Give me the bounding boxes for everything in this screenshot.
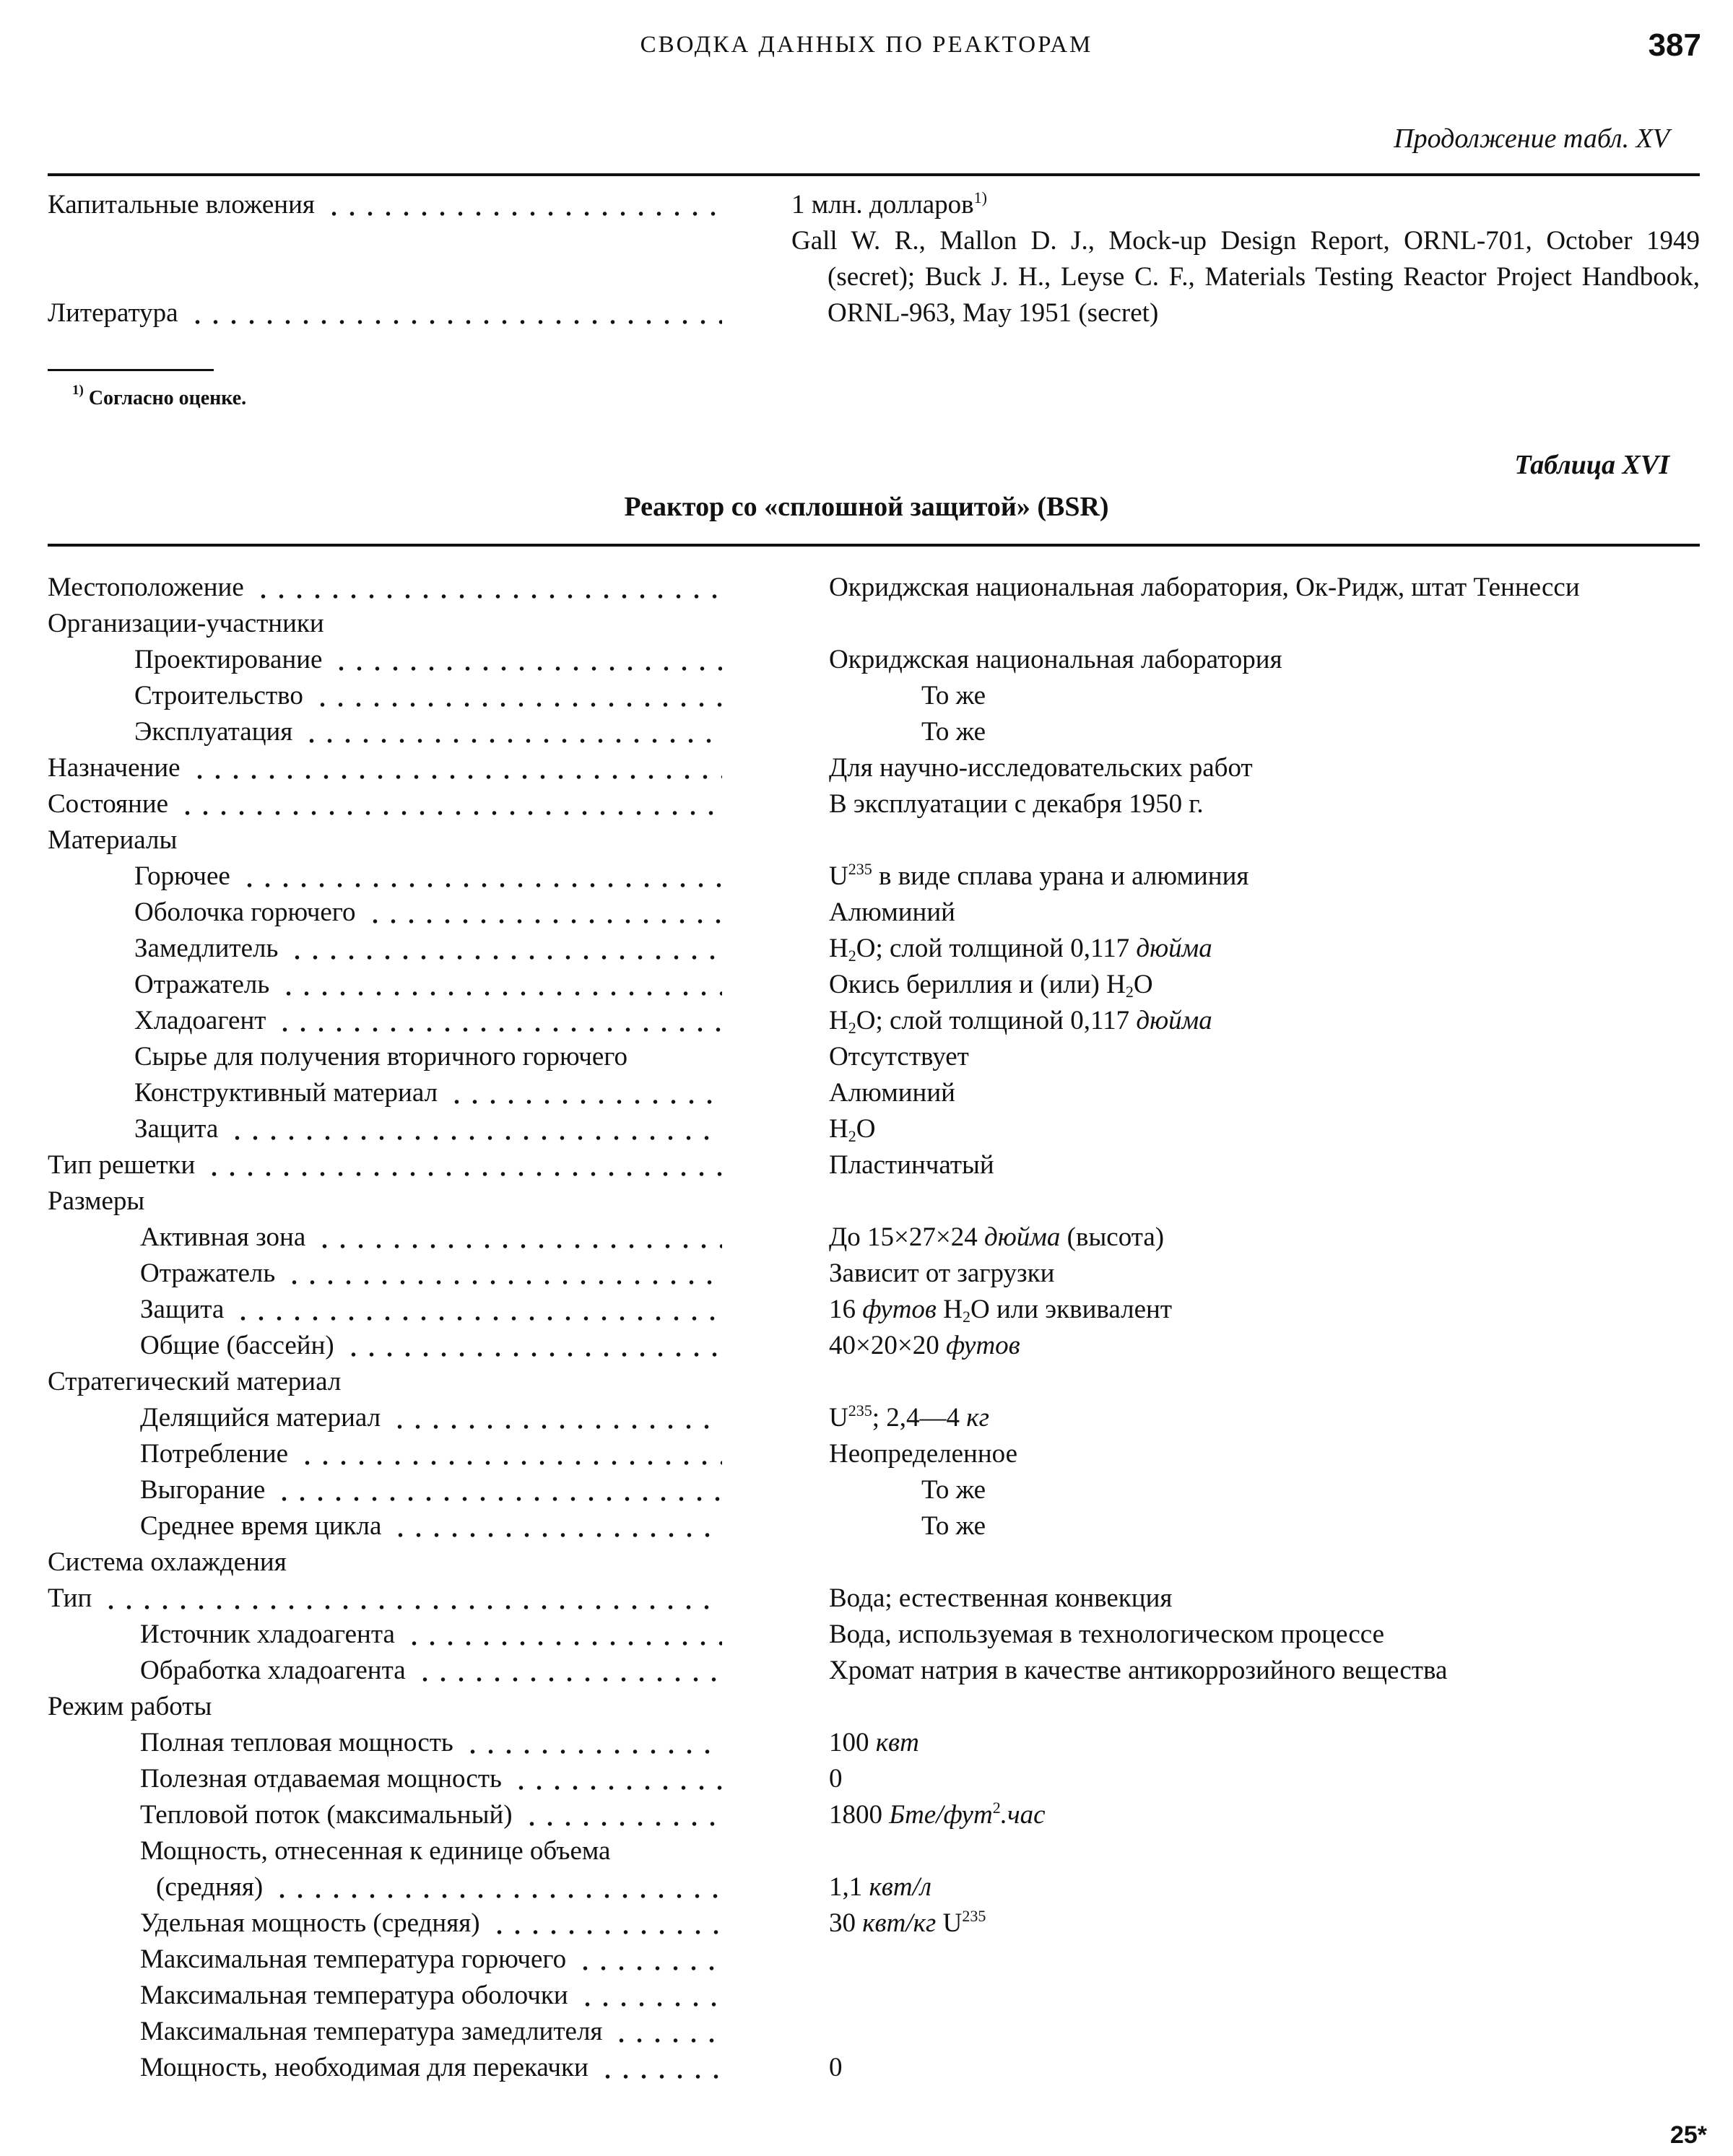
footnote bbox=[72, 383, 247, 410]
row-value bbox=[732, 1328, 1700, 1364]
row-label bbox=[48, 1978, 732, 2014]
row-label bbox=[48, 678, 732, 714]
row-label bbox=[48, 1220, 732, 1256]
row-value bbox=[732, 187, 1700, 223]
row-label bbox=[48, 1039, 732, 1075]
row-label bbox=[48, 1472, 732, 1508]
table-xv bbox=[48, 187, 1700, 331]
table-xvi bbox=[48, 570, 1700, 2086]
row-value bbox=[732, 1436, 1700, 1472]
row-label bbox=[48, 822, 732, 859]
table-row bbox=[48, 1075, 1700, 1111]
row-value bbox=[732, 1617, 1700, 1653]
signature-mark: 25* bbox=[1669, 2121, 1707, 2149]
row-label-text: Стратегический материал bbox=[48, 1367, 342, 1396]
value-segment: Для научно-исследовательских работ bbox=[829, 753, 1253, 783]
value-segment: 2 bbox=[848, 1019, 856, 1037]
row-value bbox=[732, 1183, 1700, 1220]
value-segment: 100 bbox=[829, 1728, 876, 1757]
row-label bbox=[48, 1942, 732, 1978]
value-segment: То же bbox=[921, 717, 986, 747]
row-label-text: Литература bbox=[48, 298, 178, 328]
row-label-text: Отражатель bbox=[140, 1259, 276, 1288]
row-value bbox=[732, 822, 1700, 859]
dot-leader bbox=[275, 1472, 722, 1508]
row-label bbox=[48, 606, 732, 642]
value-segment: квт/кг bbox=[862, 1908, 937, 1938]
value-segment: Пластинчатый bbox=[829, 1150, 994, 1180]
value-segment: 2 bbox=[848, 1127, 856, 1145]
row-label-text: Сырье для получения вторичного горючего bbox=[134, 1042, 628, 1072]
dot-leader bbox=[234, 1292, 722, 1328]
dot-leader bbox=[612, 2014, 722, 2050]
table-title: Реактор со «сплошной защитой» (BSR) bbox=[624, 492, 1109, 522]
row-value bbox=[732, 1256, 1700, 1292]
table-row bbox=[48, 786, 1700, 822]
dot-leader bbox=[228, 1111, 722, 1147]
row-label-text: Тип решетки bbox=[48, 1150, 196, 1180]
row-value bbox=[732, 786, 1700, 822]
dot-leader bbox=[288, 931, 722, 967]
row-label bbox=[48, 187, 732, 223]
row-value bbox=[732, 1508, 1700, 1544]
row-label-text: Удельная мощность (средняя) bbox=[140, 1908, 480, 1938]
dot-leader bbox=[188, 295, 722, 331]
table-row bbox=[48, 1220, 1700, 1256]
table-row bbox=[48, 750, 1700, 786]
dot-leader bbox=[178, 786, 722, 822]
row-label bbox=[48, 1761, 732, 1797]
table-row bbox=[48, 1328, 1700, 1364]
dot-leader bbox=[599, 2050, 722, 2086]
value-segment: 1 млн. долларов bbox=[791, 190, 974, 219]
value-segment: квт bbox=[875, 1728, 919, 1757]
row-label bbox=[48, 1436, 732, 1472]
row-label bbox=[48, 931, 732, 967]
row-label-text: Максимальная температура горючего bbox=[140, 1944, 567, 1974]
value-segment: O bbox=[856, 1114, 876, 1144]
value-segment: Алюминий bbox=[829, 1078, 955, 1108]
table-top-rule bbox=[48, 544, 1700, 547]
footnote-mark: 1) bbox=[72, 383, 84, 398]
row-label-text: Обработка хладоагента bbox=[140, 1656, 406, 1685]
table-row bbox=[48, 1147, 1700, 1183]
row-label bbox=[48, 895, 732, 931]
value-segment: H bbox=[829, 1114, 848, 1144]
table-row bbox=[48, 606, 1700, 642]
row-label bbox=[48, 1508, 732, 1544]
table-number: Таблица XVI bbox=[1514, 450, 1669, 480]
value-segment: .час bbox=[1000, 1800, 1046, 1830]
row-label bbox=[48, 1581, 732, 1617]
table-row bbox=[48, 1039, 1700, 1075]
value-segment: Бте/фут bbox=[889, 1800, 993, 1830]
value-segment: U bbox=[936, 1908, 963, 1938]
row-label-text: Состояние bbox=[48, 789, 169, 819]
dot-leader bbox=[448, 1075, 722, 1111]
table-row bbox=[48, 1183, 1700, 1220]
dot-leader bbox=[303, 714, 722, 750]
table-row bbox=[48, 1436, 1700, 1472]
table-row bbox=[48, 1905, 1700, 1942]
row-value bbox=[732, 1653, 1700, 1689]
running-title: СВОДКА ДАННЫХ ПО РЕАКТОРАМ bbox=[640, 32, 1093, 58]
row-label-text: Мощность, необходимая для перекачки bbox=[140, 2053, 588, 2082]
row-label bbox=[48, 1183, 732, 1220]
table-row bbox=[48, 1617, 1700, 1653]
dot-leader bbox=[102, 1581, 722, 1617]
row-label-text: Активная зона bbox=[140, 1222, 306, 1252]
table-row bbox=[48, 1256, 1700, 1292]
row-label-text: Хладоагент bbox=[134, 1006, 266, 1035]
table-row bbox=[48, 570, 1700, 606]
value-segment: дюйма bbox=[1136, 934, 1212, 963]
table-row bbox=[48, 1797, 1700, 1833]
dot-leader bbox=[344, 1328, 722, 1364]
value-segment: U bbox=[829, 1403, 848, 1433]
row-label bbox=[48, 1905, 732, 1942]
dot-leader bbox=[332, 642, 722, 678]
dot-leader bbox=[276, 1003, 722, 1039]
row-value bbox=[732, 1761, 1700, 1797]
dot-leader bbox=[464, 1725, 722, 1761]
row-label-text: Полная тепловая мощность bbox=[140, 1728, 453, 1757]
row-value bbox=[732, 1292, 1700, 1328]
row-label-text: Максимальная температура оболочки bbox=[140, 1981, 568, 2010]
table-row bbox=[48, 1761, 1700, 1797]
row-label bbox=[48, 1292, 732, 1328]
row-value bbox=[732, 1111, 1700, 1147]
row-label-text: Режим работы bbox=[48, 1692, 212, 1721]
row-label bbox=[48, 1869, 732, 1905]
value-segment: H bbox=[829, 934, 848, 963]
table-row bbox=[48, 1400, 1700, 1436]
row-label-text: Строительство bbox=[134, 681, 303, 710]
value-segment: дюйма bbox=[1136, 1006, 1212, 1035]
table-row bbox=[48, 859, 1700, 895]
row-label-text: Замедлитель bbox=[134, 934, 279, 963]
row-label-text: (средняя) bbox=[156, 1872, 264, 1902]
value-segment: Окись бериллия и (или) H bbox=[829, 970, 1126, 999]
row-label bbox=[48, 2014, 732, 2050]
row-value bbox=[732, 895, 1700, 931]
row-label bbox=[48, 1111, 732, 1147]
value-segment: квт/л bbox=[869, 1872, 932, 1902]
table-row bbox=[48, 1003, 1700, 1039]
row-label-text: Мощность, отнесенная к единице объема bbox=[140, 1836, 611, 1866]
dot-leader bbox=[240, 859, 722, 895]
row-label bbox=[48, 714, 732, 750]
row-value bbox=[732, 1833, 1700, 1869]
value-segment: ; 2,4—4 bbox=[872, 1403, 967, 1433]
value-segment: То же bbox=[921, 681, 986, 710]
row-label bbox=[48, 1147, 732, 1183]
row-label-text: Максимальная температура замедлителя bbox=[140, 2017, 603, 2046]
row-label bbox=[48, 1833, 732, 1869]
value-segment: Окриджская национальная лаборатория bbox=[829, 645, 1282, 674]
row-value bbox=[732, 1075, 1700, 1111]
row-value bbox=[732, 223, 1700, 331]
table-row bbox=[48, 1581, 1700, 1617]
table-row bbox=[48, 1292, 1700, 1328]
row-label bbox=[48, 786, 732, 822]
row-label bbox=[48, 967, 732, 1003]
value-segment: O или эквивалент bbox=[970, 1295, 1172, 1324]
table-row bbox=[48, 1472, 1700, 1508]
row-label-text: Организации-участники bbox=[48, 609, 324, 638]
dot-leader bbox=[285, 1256, 722, 1292]
row-value bbox=[732, 1147, 1700, 1183]
table-row bbox=[48, 1725, 1700, 1761]
value-segment: Вода; естественная конвекция bbox=[829, 1583, 1173, 1613]
value-segment: O bbox=[1133, 970, 1153, 999]
table-row bbox=[48, 1508, 1700, 1544]
table-row bbox=[48, 895, 1700, 931]
table-row bbox=[48, 714, 1700, 750]
dot-leader bbox=[416, 1653, 722, 1689]
page-number: 387 bbox=[1648, 27, 1701, 63]
row-value bbox=[732, 750, 1700, 786]
row-label-text: Конструктивный материал bbox=[134, 1078, 438, 1108]
dot-leader bbox=[576, 1942, 722, 1978]
table-continuation-label: Продолжение табл. XV bbox=[1394, 123, 1669, 154]
row-label bbox=[48, 1689, 732, 1725]
value-segment: 1800 bbox=[829, 1800, 890, 1830]
row-value bbox=[732, 678, 1700, 714]
table-row bbox=[48, 822, 1700, 859]
dot-leader bbox=[273, 1869, 722, 1905]
table-row bbox=[48, 1869, 1700, 1905]
row-value bbox=[732, 1905, 1700, 1942]
row-label bbox=[48, 1328, 732, 1364]
row-value bbox=[732, 859, 1700, 895]
row-value bbox=[732, 1581, 1700, 1617]
table-row bbox=[48, 1544, 1700, 1581]
row-label-text: Местоположение bbox=[48, 573, 244, 602]
table-row bbox=[48, 1978, 1700, 2014]
value-segment: То же bbox=[921, 1511, 986, 1541]
footnote-rule bbox=[48, 369, 214, 371]
dot-leader bbox=[298, 1436, 722, 1472]
row-value bbox=[732, 967, 1700, 1003]
row-label-text: Проектирование bbox=[134, 645, 323, 674]
row-label-text: Капитальные вложения bbox=[48, 190, 315, 219]
row-label-text: Тип bbox=[48, 1583, 92, 1613]
dot-leader bbox=[405, 1617, 722, 1653]
row-label-text: Защита bbox=[140, 1295, 225, 1324]
dot-leader bbox=[391, 1400, 722, 1436]
row-label-text: Отражатель bbox=[134, 970, 270, 999]
value-segment: 2 bbox=[848, 947, 856, 965]
value-segment: (высота) bbox=[1060, 1222, 1165, 1252]
dot-leader bbox=[316, 1220, 722, 1256]
value-segment: O; слой толщиной 0,117 bbox=[856, 934, 1137, 963]
row-label bbox=[48, 750, 732, 786]
table-row bbox=[48, 2050, 1700, 2086]
row-value bbox=[732, 714, 1700, 750]
dot-leader bbox=[391, 1508, 722, 1544]
value-segment: Алюминий bbox=[829, 897, 955, 927]
value-segment: Отсутствует bbox=[829, 1042, 969, 1072]
row-label bbox=[48, 642, 732, 678]
table-row bbox=[48, 1689, 1700, 1725]
table-row bbox=[48, 931, 1700, 967]
value-segment: Хромат натрия в качестве антикоррозийного вещества bbox=[829, 1656, 1448, 1685]
value-segment: 1,1 bbox=[829, 1872, 869, 1902]
row-value bbox=[732, 606, 1700, 642]
row-label bbox=[48, 1364, 732, 1400]
dot-leader bbox=[254, 570, 722, 606]
row-value bbox=[732, 1039, 1700, 1075]
dot-leader bbox=[523, 1797, 722, 1833]
row-value bbox=[732, 1689, 1700, 1725]
row-label-text: Общие (бассейн) bbox=[140, 1331, 334, 1360]
row-label bbox=[48, 859, 732, 895]
table-row bbox=[48, 1364, 1700, 1400]
value-segment: 235 bbox=[848, 860, 872, 878]
dot-leader bbox=[205, 1147, 722, 1183]
value-segment: U bbox=[829, 861, 848, 891]
table-row bbox=[48, 1653, 1700, 1689]
row-label-text: Делящийся материал bbox=[140, 1403, 381, 1433]
row-label bbox=[48, 1544, 732, 1581]
row-value bbox=[732, 1544, 1700, 1581]
row-label bbox=[48, 1653, 732, 1689]
value-segment: 0 bbox=[829, 2053, 843, 2082]
value-segment: 1) bbox=[973, 188, 987, 207]
dot-leader bbox=[325, 187, 722, 223]
table-top-rule bbox=[48, 173, 1700, 176]
row-label-text: Горючее bbox=[134, 861, 230, 891]
row-value bbox=[732, 570, 1700, 606]
value-segment: 16 bbox=[829, 1295, 863, 1324]
table-row bbox=[48, 187, 1700, 223]
row-label bbox=[48, 1617, 732, 1653]
row-label-text: Полезная отдаваемая мощность bbox=[140, 1764, 502, 1794]
table-row bbox=[48, 678, 1700, 714]
dot-leader bbox=[191, 750, 722, 786]
row-label-text: Источник хладоагента bbox=[140, 1620, 395, 1649]
dot-leader bbox=[313, 678, 722, 714]
table-row bbox=[48, 1111, 1700, 1147]
row-value bbox=[732, 1472, 1700, 1508]
table-row bbox=[48, 1833, 1700, 1869]
value-segment: То же bbox=[921, 1475, 986, 1505]
row-label-text: Назначение bbox=[48, 753, 181, 783]
row-value bbox=[732, 1400, 1700, 1436]
row-label bbox=[48, 1797, 732, 1833]
value-segment: в виде сплава урана и алюминия bbox=[872, 861, 1249, 891]
value-segment: футов bbox=[862, 1295, 937, 1324]
row-value bbox=[732, 1364, 1700, 1400]
value-segment: 2 bbox=[962, 1308, 970, 1326]
dot-leader bbox=[279, 967, 722, 1003]
table-row bbox=[48, 967, 1700, 1003]
value-segment: 235 bbox=[962, 1907, 986, 1925]
value-segment: H bbox=[937, 1295, 963, 1324]
row-label-text: Тепловой поток (максимальный) bbox=[140, 1800, 513, 1830]
value-segment: O; слой толщиной 0,117 bbox=[856, 1006, 1137, 1035]
row-value bbox=[732, 1942, 1700, 1978]
row-label bbox=[48, 1256, 732, 1292]
row-value bbox=[732, 1220, 1700, 1256]
value-segment: 2 bbox=[992, 1799, 1001, 1817]
value-segment: 2 bbox=[1125, 983, 1134, 1001]
value-segment: Неопределенное bbox=[829, 1439, 1017, 1469]
row-label-text: Потребление bbox=[140, 1439, 289, 1469]
dot-leader bbox=[578, 1978, 722, 2014]
row-label-text: Среднее время цикла bbox=[140, 1511, 382, 1541]
value-segment: Gall W. R., Mallon D. J., Mock-up Design Report, ORNL-701, October 1949 (secret); Buck J. H., Leyse C. F., Materials Testing Reactor Project Handbook, ORNL-963, May 1951 (secret) bbox=[791, 226, 1700, 328]
value-segment: 0 bbox=[829, 1764, 843, 1794]
dot-leader bbox=[512, 1761, 722, 1797]
dot-leader bbox=[366, 895, 722, 931]
row-value bbox=[732, 1869, 1700, 1905]
row-value bbox=[732, 1725, 1700, 1761]
row-label-text: Система охлаждения bbox=[48, 1547, 287, 1577]
value-segment: Вода, используемая в технологическом процессе bbox=[829, 1620, 1385, 1649]
row-label-text: Материалы bbox=[48, 825, 178, 855]
table-row bbox=[48, 1942, 1700, 1978]
row-label bbox=[48, 223, 732, 331]
value-segment: 30 bbox=[829, 1908, 863, 1938]
row-label-text: Защита bbox=[134, 1114, 219, 1144]
row-label bbox=[48, 1400, 732, 1436]
row-label bbox=[48, 1003, 732, 1039]
row-value bbox=[732, 1003, 1700, 1039]
value-segment: кг bbox=[966, 1403, 990, 1433]
value-segment: Зависит от загрузки bbox=[829, 1259, 1055, 1288]
row-value bbox=[732, 2014, 1700, 2050]
value-segment: В эксплуатации с декабря 1950 г. bbox=[829, 789, 1204, 819]
table-row bbox=[48, 2014, 1700, 2050]
value-segment: 40×20×20 bbox=[829, 1331, 946, 1360]
row-label bbox=[48, 570, 732, 606]
row-label-text: Выгорание bbox=[140, 1475, 266, 1505]
value-segment: дюйма bbox=[983, 1222, 1061, 1252]
row-label bbox=[48, 1075, 732, 1111]
row-label bbox=[48, 2050, 732, 2086]
value-segment: футов bbox=[945, 1331, 1020, 1360]
row-value bbox=[732, 1978, 1700, 2014]
table-row bbox=[48, 223, 1700, 331]
row-value bbox=[732, 642, 1700, 678]
value-segment: До 15×27×24 bbox=[829, 1222, 984, 1252]
row-value bbox=[732, 931, 1700, 967]
value-segment: Окриджская национальная лаборатория, Ок-Ридж, штат Теннесси bbox=[829, 573, 1580, 602]
row-value bbox=[732, 1797, 1700, 1833]
value-segment: 235 bbox=[848, 1401, 872, 1420]
table-row bbox=[48, 642, 1700, 678]
row-label-text: Эксплуатация bbox=[134, 717, 293, 747]
dot-leader bbox=[490, 1905, 722, 1942]
row-label bbox=[48, 1725, 732, 1761]
footnote-text: Согласно оценке. bbox=[88, 387, 247, 409]
row-value bbox=[732, 2050, 1700, 2086]
row-label-text: Оболочка горючего bbox=[134, 897, 356, 927]
value-segment: H bbox=[829, 1006, 848, 1035]
row-label-text: Размеры bbox=[48, 1186, 145, 1216]
